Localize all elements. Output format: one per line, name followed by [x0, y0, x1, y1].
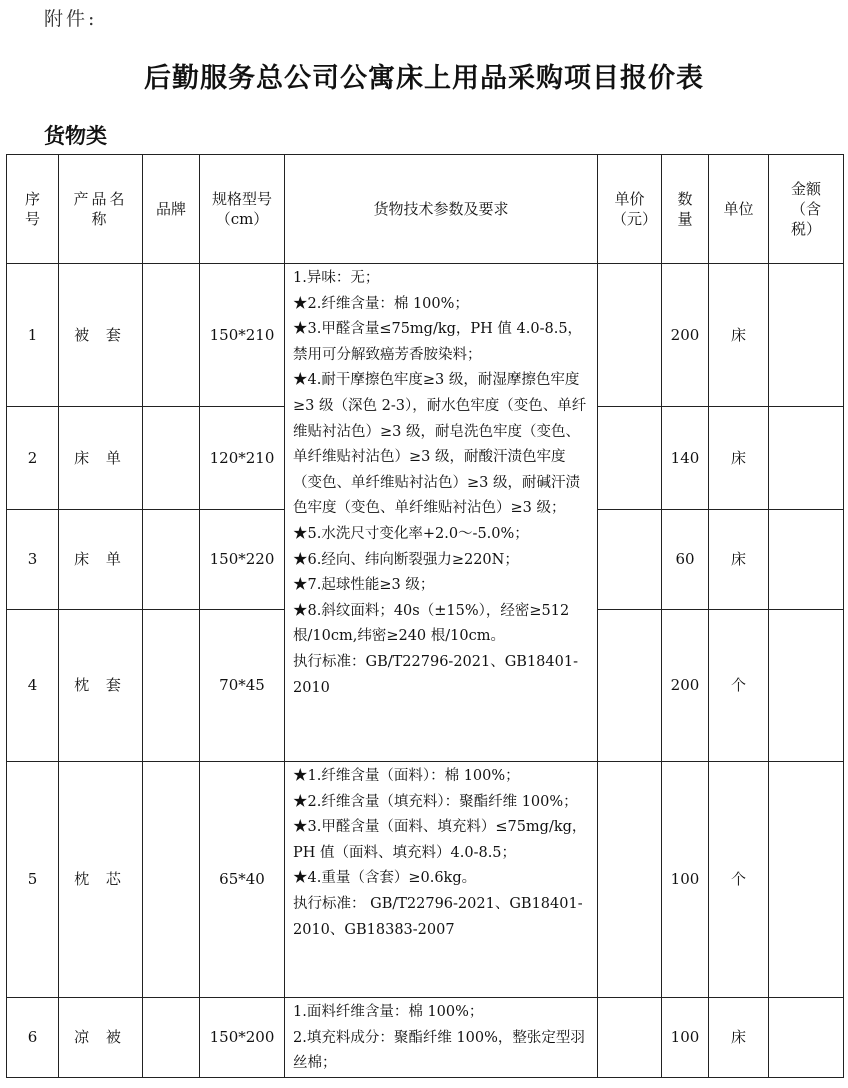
param-line: ★5.水洗尺寸变化率+2.0～-5.0%；: [293, 525, 529, 542]
row-brand: [143, 407, 200, 510]
row-unit-price: [598, 762, 662, 998]
param-line: 2.填充料成分：聚酯纤维 100%，整张定型羽丝棉；: [293, 1029, 585, 1072]
row-quantity: 100: [662, 762, 709, 998]
row-params: [285, 998, 598, 1078]
row-spec: 150*210: [200, 264, 285, 407]
row-amount: [769, 510, 844, 610]
row-spec: 120*210: [200, 407, 285, 510]
row-quantity: 200: [662, 610, 709, 762]
row-unit: 个: [709, 762, 769, 998]
row-brand: [143, 998, 200, 1078]
row-amount: [769, 998, 844, 1078]
row-quantity: 200: [662, 264, 709, 407]
param-line: ★1.纤维含量（面料）：棉 100%；: [293, 768, 520, 784]
param-line: 执行标准：GB/T22796-2021、GB18401-2010: [293, 653, 578, 696]
row-index: 6: [7, 998, 59, 1078]
row-spec: 150*220: [200, 510, 285, 610]
row-product: 枕 芯: [59, 762, 143, 998]
param-line: ★8.斜纹面料；40s（±15%），经密≥512 根/10cm,纬密≥240 根/10cm。: [293, 602, 570, 645]
row-product: 床 单: [59, 407, 143, 510]
row-index: 4: [7, 610, 59, 762]
quotation-table: [6, 154, 844, 1078]
row-amount: [769, 610, 844, 762]
row-quantity: 60: [662, 510, 709, 610]
header-unit: 单位: [709, 155, 769, 264]
row-unit-price: [598, 407, 662, 510]
param-line: ★4.重量（含套）≥0.6kg。: [293, 870, 477, 887]
param-line: ★3.甲醛含量（面料、填充料）≤75mg/kg，PH 值（面料、填充料）4.0-8.5；: [293, 819, 587, 861]
param-line: ★3.甲醛含量≤75mg/kg，PH 值 4.0-8.5，禁用可分解致癌芳香胺染料；: [293, 321, 583, 363]
row-unit-price: [598, 510, 662, 610]
attachment-label: 附件:: [44, 8, 98, 30]
row-brand: [143, 762, 200, 998]
row-product: 枕 套: [59, 610, 143, 762]
row-product: 被 套: [59, 264, 143, 407]
header-spec: 规格型号（cm）: [200, 155, 285, 264]
row-amount: [769, 264, 844, 407]
row-quantity: 100: [662, 998, 709, 1078]
header-index: 序号: [7, 155, 59, 264]
header-amount: 金额（含税）: [769, 155, 844, 264]
header-params: 货物技术参数及要求: [285, 155, 598, 264]
param-line: ★7.起球性能≥3 级；: [293, 577, 435, 594]
table-row: [7, 264, 844, 407]
row-quantity: 140: [662, 407, 709, 510]
param-line: ★2.纤维含量：棉 100%；: [293, 295, 469, 312]
header-quantity: 数量: [662, 155, 709, 264]
row-index: 1: [7, 264, 59, 407]
row-amount: [769, 762, 844, 998]
row-index: 3: [7, 510, 59, 610]
row-unit: 床: [709, 998, 769, 1078]
row-brand: [143, 264, 200, 407]
row-product: 凉 被: [59, 998, 143, 1078]
page-title: 后勤服务总公司公寓床上用品采购项目报价表: [144, 63, 704, 94]
section-heading: 货物类: [44, 123, 107, 148]
row-amount: [769, 407, 844, 510]
table-row: [7, 762, 844, 998]
row-product: 床 单: [59, 510, 143, 610]
row-brand: [143, 510, 200, 610]
table-header-row: [7, 155, 844, 264]
row-unit-price: [598, 998, 662, 1078]
header-brand: 品牌: [143, 155, 200, 264]
param-line: 1.面料纤维含量：棉 100%；: [293, 1004, 484, 1020]
row-params-group: [285, 264, 598, 762]
row-unit: 个: [709, 610, 769, 762]
row-spec: 70*45: [200, 610, 285, 762]
row-spec: 65*40: [200, 762, 285, 998]
param-line: ★2.纤维含量（填充料）：聚酯纤维 100%；: [293, 793, 578, 810]
table-row: [7, 998, 844, 1078]
param-line: ★6.经向、纬向断裂强力≥220N；: [293, 551, 519, 568]
row-spec: 150*200: [200, 998, 285, 1078]
row-index: 5: [7, 762, 59, 998]
row-unit: 床: [709, 407, 769, 510]
row-params: [285, 762, 598, 998]
row-unit: 床: [709, 264, 769, 407]
row-unit-price: [598, 610, 662, 762]
header-unit-price: 单价（元）: [598, 155, 662, 264]
row-brand: [143, 610, 200, 762]
row-index: 2: [7, 407, 59, 510]
param-line: ★4.耐干摩擦色牢度≥3 级，耐湿摩擦色牢度≥3 级（深色 2-3），耐水色牢度（变色、单纤维贴衬沾色）≥3 级，耐皂洗色牢度（变色、单纤维贴衬沾色）≥3 级，耐酸汗渍色牢度（变色、单纤维贴衬沾色）≥3 级，耐碱汗渍色牢度（变色、单纤维贴衬沾色）≥3 级；: [293, 372, 587, 517]
param-line: 1.异味：无；: [293, 270, 380, 286]
header-product: 产品名称: [59, 155, 143, 264]
row-unit: 床: [709, 510, 769, 610]
param-line: 执行标准： GB/T22796-2021、GB18401-2010、GB18383-2007: [293, 895, 583, 938]
row-unit-price: [598, 264, 662, 407]
